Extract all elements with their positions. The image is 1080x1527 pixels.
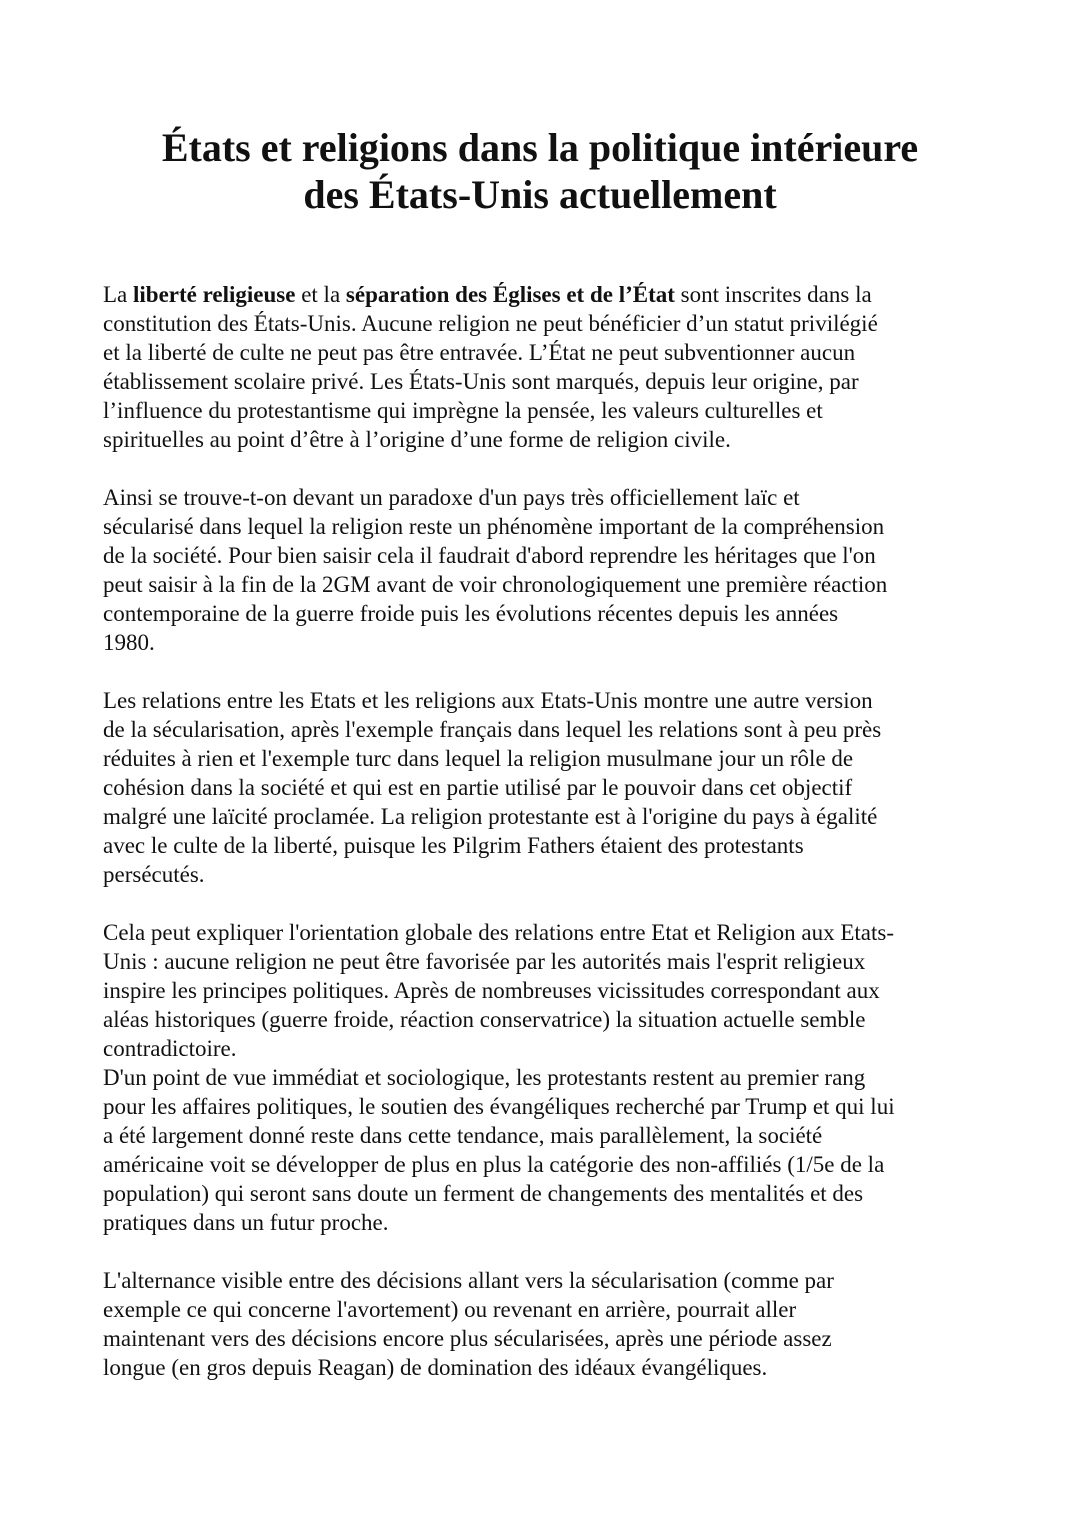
paragraph-line: avec le culte de la liberté, puisque les Pilgrim Fathers étaient des protestants: [103, 833, 804, 858]
paragraph-line: pratiques dans un futur proche.: [103, 1210, 389, 1235]
paragraph-4: [103, 918, 1003, 1063]
paragraph-line: 1980.: [103, 630, 155, 655]
paragraph-line: a été largement donné reste dans cette tendance, mais parallèlement, la société: [103, 1123, 823, 1148]
title-line: des États-Unis actuellement: [303, 172, 777, 217]
paragraph-line: sécularisé dans lequel la religion reste un phénomène important de la compréhension: [103, 514, 885, 539]
paragraph-line: de la sécularisation, après l'exemple français dans lequel les relations sont à peu près: [103, 717, 882, 742]
paragraph-line: réduites à rien et l'exemple turc dans lequel la religion musulmane jour un rôle de: [103, 746, 854, 771]
paragraph-5: [103, 1063, 1003, 1237]
paragraph-line: persécutés.: [103, 862, 205, 887]
paragraph-3: [103, 686, 1003, 889]
paragraph-line: pour les affaires politiques, le soutien des évangéliques recherché par Trump et qui lui: [103, 1094, 895, 1119]
paragraph-6: [103, 1266, 1003, 1382]
paragraph-gap: [103, 454, 1003, 483]
paragraph-line: malgré une laïcité proclamée. La religion protestante est à l'origine du pays à égalité: [103, 804, 878, 829]
paragraph-1: [103, 280, 1003, 454]
emphasis-liberte-religieuse: liberté religieuse: [133, 282, 296, 307]
paragraph-line: L'alternance visible entre des décisions allant vers la sécularisation (comme par: [103, 1268, 834, 1293]
paragraph-line: D'un point de vue immédiat et sociologique, les protestants restent au premier rang: [103, 1065, 866, 1090]
paragraph-gap: [103, 1237, 1003, 1266]
paragraph-line: contradictoire.: [103, 1036, 237, 1061]
paragraph-line: Unis : aucune religion ne peut être favorisée par les autorités mais l'esprit religieux: [103, 949, 866, 974]
paragraph-line: américaine voit se développer de plus en plus la catégorie des non-affiliés (1/5e de la: [103, 1152, 885, 1177]
paragraph-line: spirituelles au point d’être à l’origine d’une forme de religion civile.: [103, 427, 731, 452]
paragraph-line: Cela peut expliquer l'orientation globale des relations entre Etat et Religion aux Etats-: [103, 920, 895, 945]
page-title: [60, 124, 1020, 218]
paragraph-gap: [103, 657, 1003, 686]
paragraph-line: Les relations entre les Etats et les religions aux Etats-Unis montre une autre version: [103, 688, 873, 713]
paragraph-line: de la société. Pour bien saisir cela il faudrait d'abord reprendre les héritages que l'on: [103, 543, 876, 568]
paragraph-line: longue (en gros depuis Reagan) de domination des idéaux évangéliques.: [103, 1355, 768, 1380]
title-line: États et religions dans la politique intérieure: [161, 125, 919, 170]
paragraph-line: [103, 280, 1003, 309]
text-run: La: [103, 282, 134, 307]
paragraph-gap: [103, 889, 1003, 918]
paragraph-line: maintenant vers des décisions encore plus sécularisées, après une période assez: [103, 1326, 832, 1351]
text-run: et la: [295, 282, 346, 307]
paragraph-line: l’influence du protestantisme qui imprègne la pensée, les valeurs culturelles et: [103, 398, 823, 423]
paragraph-line: constitution des États-Unis. Aucune religion ne peut bénéficier d’un statut privilégié: [103, 311, 878, 336]
paragraph-line: contemporaine de la guerre froide puis les évolutions récentes depuis les années: [103, 601, 839, 626]
text-run: sont inscrites dans la: [674, 282, 872, 307]
paragraph-line: établissement scolaire privé. Les États-Unis sont marqués, depuis leur origine, par: [103, 369, 859, 394]
paragraph-line: exemple ce qui concerne l'avortement) ou revenant en arrière, pourrait aller: [103, 1297, 797, 1322]
paragraph-line: population) qui seront sans doute un ferment de changements des mentalités et des: [103, 1181, 864, 1206]
paragraph-line: aléas historiques (guerre froide, réaction conservatrice) la situation actuelle semble: [103, 1007, 866, 1032]
paragraph-line: cohésion dans la société et qui est en partie utilisé par le pouvoir dans cet objectif: [103, 775, 853, 800]
document-body: [103, 280, 1003, 1382]
emphasis-separation: séparation des Églises et de l’État: [345, 282, 675, 307]
paragraph-2: [103, 483, 1003, 657]
paragraph-line: peut saisir à la fin de la 2GM avant de voir chronologiquement une première réaction: [103, 572, 888, 597]
paragraph-line: Ainsi se trouve-t-on devant un paradoxe d'un pays très officiellement laïc et: [103, 485, 800, 510]
paragraph-line: inspire les principes politiques. Après de nombreuses vicissitudes correspondant aux: [103, 978, 880, 1003]
paragraph-line: et la liberté de culte ne peut pas être entravée. L’État ne peut subventionner aucun: [103, 340, 856, 365]
